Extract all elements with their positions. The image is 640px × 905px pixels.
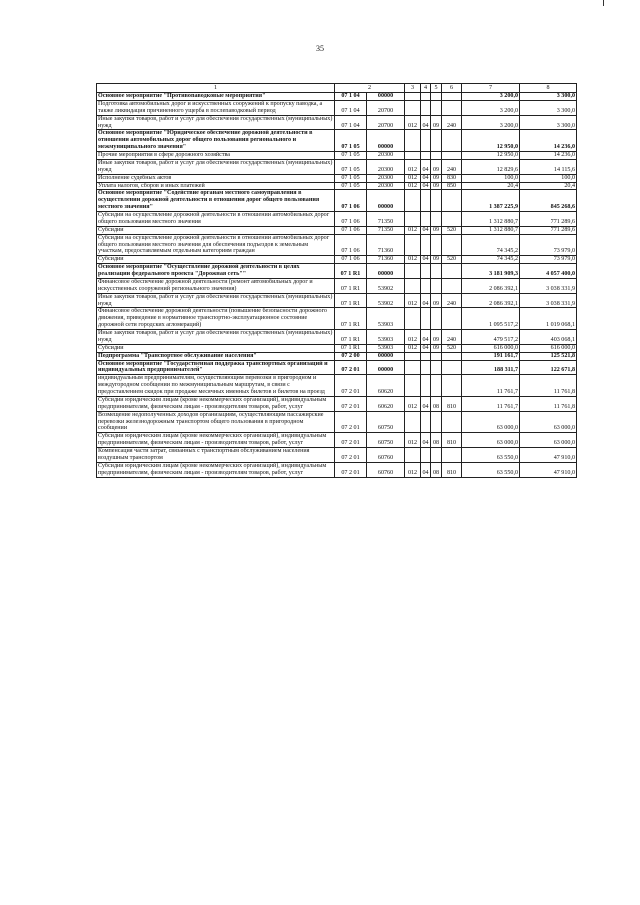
item-code-cell: 53902 <box>367 293 405 308</box>
row-name-cell: Иные закупки товаров, работ и услуг для обеспечения государственных (муниципальных) нужд <box>97 293 335 308</box>
section-cell <box>421 308 431 330</box>
table-row <box>97 396 577 411</box>
amount-year1-cell: 479 517,2 <box>462 330 520 345</box>
subsection-cell <box>431 130 442 152</box>
subsection-cell <box>431 375 442 397</box>
header-cell-5: 5 <box>431 84 442 93</box>
ministry-code-cell <box>405 130 421 152</box>
expense-type-cell: 240 <box>442 293 462 308</box>
row-name-cell: Иные закупки товаров, работ и услуг для обеспечения государственных (муниципальных) нужд <box>97 330 335 345</box>
ministry-code-cell: 012 <box>405 174 421 182</box>
subsection-cell: 09 <box>431 330 442 345</box>
expense-type-cell <box>442 152 462 160</box>
ministry-code-cell <box>405 212 421 227</box>
expense-type-cell: 240 <box>442 159 462 174</box>
header-row <box>97 84 577 93</box>
table-row <box>97 330 577 345</box>
program-code-cell: 07 2 01 <box>335 433 367 448</box>
program-code-cell: 07 1 R1 <box>335 308 367 330</box>
program-code-cell: 07 1 R1 <box>335 278 367 293</box>
program-code-cell: 07 2 01 <box>335 360 367 375</box>
item-code-cell: 53902 <box>367 278 405 293</box>
amount-year2-cell: 14 236,0 <box>520 130 577 152</box>
item-code-cell: 53903 <box>367 308 405 330</box>
amount-year2-cell: 3 300,0 <box>520 100 577 115</box>
subsection-cell: 09 <box>431 174 442 182</box>
amount-year2-cell: 14 236,0 <box>520 152 577 160</box>
row-name-cell: Финансовое обеспечение дорожной деятельности (ремонт автомобильных дорог и искусственных сооружений регионального значения) <box>97 278 335 293</box>
subsection-cell <box>431 212 442 227</box>
ministry-code-cell <box>405 93 421 101</box>
subsection-cell: 08 <box>431 462 442 477</box>
amount-year2-cell: 771 289,6 <box>520 226 577 234</box>
expense-type-cell: 520 <box>442 226 462 234</box>
amount-year2-cell: 47 910,0 <box>520 462 577 477</box>
amount-year1-cell: 191 161,7 <box>462 352 520 360</box>
program-code-cell: 07 1 04 <box>335 115 367 130</box>
amount-year2-cell: 73 979,0 <box>520 256 577 264</box>
table-row <box>97 352 577 360</box>
program-code-cell: 07 1 06 <box>335 234 367 256</box>
table-row <box>97 100 577 115</box>
section-cell: 04 <box>421 396 431 411</box>
amount-year2-cell: 3 300,0 <box>520 115 577 130</box>
expense-type-cell <box>442 130 462 152</box>
ministry-code-cell <box>405 278 421 293</box>
expense-type-cell <box>442 264 462 279</box>
program-code-cell: 07 1 05 <box>335 152 367 160</box>
row-name-cell: Субсидии <box>97 256 335 264</box>
expense-type-cell <box>442 375 462 397</box>
ministry-code-cell: 012 <box>405 293 421 308</box>
ministry-code-cell: 012 <box>405 433 421 448</box>
amount-year2-cell: 3 038 331,9 <box>520 293 577 308</box>
section-cell: 04 <box>422 182 429 189</box>
program-code-cell: 07 1 04 <box>335 100 367 115</box>
ministry-code-cell: 012 <box>405 115 421 130</box>
ministry-code-cell <box>405 100 421 115</box>
expense-type-cell: 520 <box>442 256 462 264</box>
amount-year1-cell: 63 550,0 <box>462 462 520 477</box>
expense-type-cell <box>442 448 462 463</box>
expense-type-cell: 520 <box>442 344 462 352</box>
item-code-cell: 20700 <box>367 100 405 115</box>
section-cell <box>421 411 431 433</box>
section-cell <box>421 448 431 463</box>
amount-year1-cell: 2 086 392,1 <box>462 293 520 308</box>
subsection-cell <box>431 308 442 330</box>
ministry-code-cell <box>405 360 421 375</box>
program-code-cell: 07 1 05 <box>335 130 367 152</box>
row-name-cell: Основное мероприятие "Юридическое обеспечение дорожной деятельности в отношении автомобильных дорог общего пользования регионального и межмуниципального значения" <box>97 130 335 152</box>
ministry-code-cell <box>405 448 421 463</box>
row-name-cell: индивидуальным предпринимателям, осуществляющим перевозки в пригородном и междугородном сообщении по межмуниципальным маршрутам, в связи с предоставлением скидок при продаже месячных именных билетов и билетов на проезд <box>97 375 335 397</box>
row-name-cell: Основное мероприятие "Противопаводковые мероприятия" <box>97 93 335 101</box>
program-code-cell: 07 1 R1 <box>335 293 367 308</box>
section-cell <box>421 130 431 152</box>
section-cell <box>421 278 431 293</box>
item-code-cell: 60750 <box>367 411 405 433</box>
subsection-cell: 09 <box>431 115 442 130</box>
item-code-cell: 71350 <box>367 226 405 234</box>
table-body <box>97 93 577 478</box>
item-code-cell: 00000 <box>367 352 405 360</box>
amount-year1-cell: 1 387 225,9 <box>462 190 520 212</box>
item-code-cell: 20300 <box>367 159 405 174</box>
expense-type-cell: 830 <box>442 174 462 182</box>
row-name-cell: Прочие мероприятия в сфере дорожного хозяйства <box>97 152 335 160</box>
budget-table <box>96 83 577 478</box>
table-row <box>97 448 577 463</box>
program-code-cell: 07 1 05 <box>335 159 367 174</box>
amount-year1-cell: 63 550,0 <box>462 448 520 463</box>
subsection-cell <box>431 93 442 101</box>
row-name-cell: Основное мероприятие "Государственная поддержка транспортных организаций и индивидуальных предпринимателей" <box>97 360 335 375</box>
program-code-cell: 07 1 R1 <box>335 344 367 352</box>
item-code-cell: 71350 <box>367 212 405 227</box>
row-name-cell: Субсидии юридическим лицам (кроме некоммерческих организаций), индивидуальным предпринимателям, физическим лицам - производителям товаров, работ, услуг <box>97 462 335 477</box>
section-cell: 04 <box>422 256 429 263</box>
amount-year1-cell: 11 761,7 <box>462 396 520 411</box>
row-name-cell: Финансовое обеспечение дорожной деятельности (повышение безопасности дорожного движения, приведение в нормативное транспортно-эксплуатационное состояние дорожной сети городских агломераций) <box>97 308 335 330</box>
program-code-cell: 07 1 R1 <box>335 330 367 345</box>
expense-type-cell: 810 <box>442 462 462 477</box>
subsection-cell: 09 <box>431 256 442 264</box>
row-name-cell: Субсидии юридическим лицам (кроме некоммерческих организаций), индивидуальным предпринимателям, физическим лицам - производителям товаров, работ, услуг <box>97 433 335 448</box>
amount-year2-cell: 63 000,0 <box>520 411 577 433</box>
section-cell <box>421 100 431 115</box>
section-cell: 04 <box>421 330 431 345</box>
expense-type-cell <box>442 234 462 256</box>
amount-year1-cell: 63 000,0 <box>462 411 520 433</box>
amount-year2-cell: 73 979,0 <box>520 234 577 256</box>
amount-year2-cell: 771 289,6 <box>520 212 577 227</box>
table-row <box>97 174 577 182</box>
amount-year2-cell: 1 019 068,1 <box>520 308 577 330</box>
table-row <box>97 226 577 234</box>
table-row <box>97 360 577 375</box>
amount-year1-cell: 11 761,7 <box>462 375 520 397</box>
section-cell <box>421 190 431 212</box>
item-code-cell: 60760 <box>367 462 405 477</box>
item-code-cell: 00000 <box>367 264 405 279</box>
expense-type-cell: 240 <box>442 330 462 345</box>
section-cell <box>421 352 431 360</box>
item-code-cell: 60620 <box>367 375 405 397</box>
row-name-cell: Субсидии на осуществление дорожной деятельности в отношении автомобильных дорог общего пользования местного значения для обеспечения подъездов к земельным участкам, предоставляемым отдельным категориям граждан <box>97 234 335 256</box>
subsection-cell <box>431 448 442 463</box>
row-name-cell: Субсидии на осуществление дорожной деятельности в отношении автомобильных дорог общего пользования местного значения <box>97 212 335 227</box>
program-code-cell: 07 1 04 <box>335 93 367 101</box>
amount-year2-cell: 845 268,6 <box>520 190 577 212</box>
section-cell: 04 <box>421 115 431 130</box>
row-name-cell: Подпрограмма "Транспортное обслуживание населения" <box>97 352 335 360</box>
row-name-cell: Уплата налогов, сборов и иных платежей <box>97 182 335 190</box>
row-name-cell: Основное мероприятие "Осуществление дорожной деятельности в целях реализации федерального проекта "Дорожная сеть"" <box>97 264 335 279</box>
section-cell <box>421 264 431 279</box>
expense-type-cell: 810 <box>442 433 462 448</box>
section-cell <box>421 234 431 256</box>
amount-year1-cell: 2 086 392,1 <box>462 278 520 293</box>
program-code-cell: 07 2 01 <box>335 411 367 433</box>
amount-year2-cell: 403 068,1 <box>520 330 577 345</box>
subsection-cell: 08 <box>431 433 442 448</box>
header-cell-2: 2 <box>335 84 405 93</box>
ministry-code-cell <box>405 190 421 212</box>
ministry-code-cell <box>405 375 421 397</box>
table-row <box>97 256 577 264</box>
table-row <box>97 375 577 397</box>
expense-type-cell: 240 <box>442 115 462 130</box>
amount-year1-cell: 188 311,7 <box>462 360 520 375</box>
section-cell: 04 <box>422 344 429 351</box>
section-cell <box>421 360 431 375</box>
section-cell <box>421 93 431 101</box>
expense-type-cell <box>442 411 462 433</box>
table-row <box>97 344 577 352</box>
subsection-cell <box>431 100 442 115</box>
table-row <box>97 130 577 152</box>
item-code-cell: 20300 <box>367 152 405 160</box>
section-cell <box>421 375 431 397</box>
ministry-code-cell <box>405 352 421 360</box>
item-code-cell: 71360 <box>367 234 405 256</box>
amount-year1-cell: 1 312 880,7 <box>462 226 520 234</box>
row-name-cell: Иные закупки товаров, работ и услуг для обеспечения государственных (муниципальных) нужд <box>97 159 335 174</box>
table-row <box>97 462 577 477</box>
table-row <box>97 152 577 160</box>
amount-year2-cell: 63 000,0 <box>520 433 577 448</box>
amount-year1-cell: 100,0 <box>462 174 520 182</box>
header-cell-6: 6 <box>442 84 462 93</box>
amount-year2-cell: 47 910,0 <box>520 448 577 463</box>
ministry-code-cell: 012 <box>405 462 421 477</box>
amount-year2-cell: 616 000,0 <box>520 344 577 352</box>
amount-year1-cell: 74 345,2 <box>462 234 520 256</box>
subsection-cell <box>431 190 442 212</box>
expense-type-cell <box>442 100 462 115</box>
row-name-cell: Компенсация части затрат, связанных с транспортным обслуживанием населения воздушным транспортом <box>97 448 335 463</box>
row-name-cell: Основное мероприятие "Содействие органам местного самоуправления в осуществлении дорожной деятельности в отношении дорог общего пользования местного значения" <box>97 190 335 212</box>
subsection-cell <box>431 234 442 256</box>
section-cell: 04 <box>421 293 431 308</box>
table-row <box>97 159 577 174</box>
amount-year2-cell: 20,4 <box>520 182 577 190</box>
item-code-cell: 60620 <box>367 396 405 411</box>
amount-year2-cell: 125 521,8 <box>520 352 577 360</box>
expense-type-cell <box>442 308 462 330</box>
item-code-cell: 00000 <box>367 190 405 212</box>
subsection-cell: 08 <box>431 396 442 411</box>
section-cell: 04 <box>422 226 429 233</box>
program-code-cell: 07 1 R1 <box>335 264 367 279</box>
amount-year2-cell: 14 115,6 <box>520 159 577 174</box>
expense-type-cell: 810 <box>442 396 462 411</box>
row-name-cell: Субсидии <box>97 344 335 352</box>
row-name-cell: Подготовка автомобильных дорог и искусственных сооружений к пропуску паводка, а также ликвидация причиненного ущерба в послепаводковый период <box>97 100 335 115</box>
program-code-cell: 07 2 01 <box>335 375 367 397</box>
amount-year1-cell: 12 829,6 <box>462 159 520 174</box>
amount-year1-cell: 63 000,0 <box>462 433 520 448</box>
table-row <box>97 293 577 308</box>
item-code-cell: 20300 <box>367 182 405 190</box>
subsection-cell <box>431 360 442 375</box>
table-row <box>97 234 577 256</box>
row-name-cell: Иные закупки товаров, работ и услуг для обеспечения государственных (муниципальных) нужд <box>97 115 335 130</box>
amount-year2-cell: 4 057 400,0 <box>520 264 577 279</box>
program-code-cell: 07 1 05 <box>335 182 367 190</box>
item-code-cell: 00000 <box>367 130 405 152</box>
page-number: 35 <box>316 44 324 53</box>
table-row <box>97 433 577 448</box>
subsection-cell <box>431 152 442 160</box>
subsection-cell <box>431 352 442 360</box>
program-code-cell: 07 2 00 <box>335 352 367 360</box>
ministry-code-cell: 012 <box>405 256 421 264</box>
subsection-cell <box>431 278 442 293</box>
table-row <box>97 411 577 433</box>
program-code-cell: 07 1 06 <box>335 226 367 234</box>
row-name-cell: Субсидии <box>97 226 335 234</box>
amount-year1-cell: 3 200,0 <box>462 115 520 130</box>
subsection-cell: 09 <box>431 182 442 190</box>
item-code-cell: 20300 <box>367 174 405 182</box>
amount-year1-cell: 12 950,0 <box>462 130 520 152</box>
table-row <box>97 308 577 330</box>
amount-year1-cell: 616 000,0 <box>462 344 520 352</box>
amount-year1-cell: 1 095 517,2 <box>462 308 520 330</box>
amount-year2-cell: 11 761,8 <box>520 396 577 411</box>
item-code-cell: 53903 <box>367 330 405 345</box>
item-code-cell: 53903 <box>367 344 405 352</box>
item-code-cell: 60750 <box>367 433 405 448</box>
ministry-code-cell: 012 <box>405 396 421 411</box>
subsection-cell: 09 <box>431 159 442 174</box>
amount-year2-cell: 11 761,8 <box>520 375 577 397</box>
scan-corner-mark <box>603 0 604 6</box>
table-row <box>97 212 577 227</box>
section-cell: 04 <box>421 433 431 448</box>
program-code-cell: 07 1 05 <box>335 174 367 182</box>
ministry-code-cell: 012 <box>405 330 421 345</box>
amount-year1-cell: 3 200,0 <box>462 100 520 115</box>
section-cell <box>421 212 431 227</box>
header-cell-7: 7 <box>462 84 520 93</box>
table-row <box>97 278 577 293</box>
program-code-cell: 07 1 06 <box>335 256 367 264</box>
amount-year2-cell: 3 300,0 <box>520 93 577 101</box>
amount-year1-cell: 74 345,2 <box>462 256 520 264</box>
section-cell: 04 <box>421 159 431 174</box>
amount-year1-cell: 20,4 <box>462 182 520 190</box>
subsection-cell: 09 <box>431 226 442 234</box>
ministry-code-cell: 012 <box>405 226 421 234</box>
section-cell: 04 <box>421 462 431 477</box>
subsection-cell <box>431 411 442 433</box>
program-code-cell: 07 1 06 <box>335 212 367 227</box>
amount-year2-cell: 3 038 331,9 <box>520 278 577 293</box>
section-cell: 04 <box>422 174 429 181</box>
header-cell-4: 4 <box>421 84 431 93</box>
amount-year1-cell: 3 181 909,3 <box>462 264 520 279</box>
amount-year1-cell: 12 950,0 <box>462 152 520 160</box>
ministry-code-cell: 012 <box>405 159 421 174</box>
program-code-cell: 07 2 01 <box>335 396 367 411</box>
expense-type-cell <box>442 360 462 375</box>
table-row <box>97 182 577 190</box>
item-code-cell: 60760 <box>367 448 405 463</box>
expense-type-cell <box>442 93 462 101</box>
row-name-cell: Исполнение судебных актов <box>97 174 335 182</box>
subsection-cell <box>431 264 442 279</box>
amount-year1-cell: 1 312 880,7 <box>462 212 520 227</box>
header-cell-1: 1 <box>97 84 335 93</box>
amount-year1-cell: 3 200,0 <box>462 93 520 101</box>
table-row <box>97 264 577 279</box>
header-cell-3: 3 <box>405 84 421 93</box>
ministry-code-cell <box>405 264 421 279</box>
table-row <box>97 190 577 212</box>
item-code-cell: 00000 <box>367 360 405 375</box>
subsection-cell: 09 <box>431 344 442 352</box>
expense-type-cell <box>442 278 462 293</box>
ministry-code-cell <box>405 152 421 160</box>
expense-type-cell <box>442 352 462 360</box>
row-name-cell: Субсидии юридическим лицам (кроме некоммерческих организаций), индивидуальным предпринимателям, физическим лицам - производителям товаров, работ, услуг <box>97 396 335 411</box>
expense-type-cell <box>442 190 462 212</box>
program-code-cell: 07 2 01 <box>335 462 367 477</box>
subsection-cell: 09 <box>431 293 442 308</box>
item-code-cell: 20700 <box>367 115 405 130</box>
section-cell <box>421 152 431 160</box>
program-code-cell: 07 1 06 <box>335 190 367 212</box>
row-name-cell: Возмещение недополученных доходов организациям, осуществляющим пассажирские перевозки железнодорожным транспортом общего пользования в пригородном сообщении <box>97 411 335 433</box>
table-row <box>97 115 577 130</box>
ministry-code-cell: 012 <box>405 182 421 190</box>
ministry-code-cell <box>405 234 421 256</box>
header-cell-8: 8 <box>520 84 577 93</box>
table-row <box>97 93 577 101</box>
amount-year2-cell: 100,0 <box>520 174 577 182</box>
ministry-code-cell <box>405 411 421 433</box>
ministry-code-cell: 012 <box>405 344 421 352</box>
amount-year2-cell: 122 671,8 <box>520 360 577 375</box>
program-code-cell: 07 2 01 <box>335 448 367 463</box>
expense-type-cell: 850 <box>442 182 462 190</box>
ministry-code-cell <box>405 308 421 330</box>
expense-type-cell <box>442 212 462 227</box>
item-code-cell: 71360 <box>367 256 405 264</box>
item-code-cell: 00000 <box>367 93 405 101</box>
